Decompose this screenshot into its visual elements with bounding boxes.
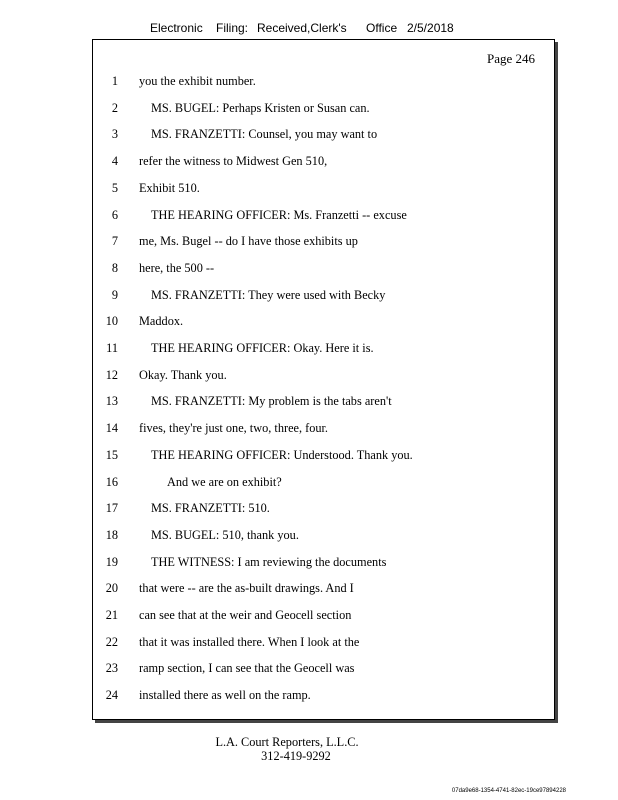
line-number: 16: [105, 474, 118, 489]
transcript-line: [93, 258, 554, 278]
line-text: MS. FRANZETTI: Counsel, you may want to: [151, 127, 378, 142]
filing-stamp-word-electronic: Electronic: [150, 21, 203, 35]
document-id: 07da9e68-1354-4741-82ec-19ce97894228: [451, 788, 566, 794]
line-number: 7: [111, 234, 118, 249]
line-number: 17: [105, 501, 118, 516]
line-number: 20: [105, 581, 118, 596]
line-number: 14: [105, 421, 118, 436]
transcript-line: [93, 578, 554, 598]
line-text: THE WITNESS: I am reviewing the documents: [151, 554, 387, 569]
line-number: 4: [111, 154, 118, 169]
line-number: 3: [111, 127, 118, 142]
line-number: 5: [111, 180, 118, 195]
line-text: Maddox.: [139, 314, 184, 329]
filing-stamp-word-received: Received,Clerk's: [257, 21, 347, 35]
line-text: MS. BUGEL: 510, thank you.: [151, 527, 299, 542]
transcript-line: [93, 605, 554, 625]
line-text: Okay. Thank you.: [139, 367, 227, 382]
transcript-page: [92, 39, 555, 720]
transcript-line: [93, 391, 554, 411]
line-text: THE HEARING OFFICER: Okay. Here it is.: [151, 341, 374, 355]
line-text: me, Ms. Bugel -- do I have those exhibits up: [139, 234, 358, 249]
line-text: THE HEARING OFFICER: Understood. Thank you.: [151, 447, 413, 462]
line-number: 9: [111, 287, 118, 302]
transcript-line: [93, 525, 554, 545]
line-text: MS. FRANZETTI: They were used with Becky: [151, 287, 386, 302]
transcript-line: [93, 685, 554, 705]
line-text: THE HEARING OFFICER: Ms. Franzetti -- excuse: [151, 207, 407, 222]
line-text: that it was installed there. When I look at the: [139, 634, 360, 649]
transcript-line: [93, 178, 554, 198]
line-text: fives, they're just one, two, three, four.: [139, 421, 329, 436]
line-text: installed there as well on the ramp.: [139, 688, 311, 703]
line-text: MS. FRANZETTI: 510.: [151, 501, 270, 516]
transcript-line: [93, 632, 554, 652]
line-number: 23: [105, 661, 118, 676]
transcript-line: [93, 552, 554, 572]
transcript-line: [93, 71, 554, 91]
line-number: 6: [111, 207, 118, 222]
transcript-line: [93, 338, 554, 358]
line-text: can see that at the weir and Geocell section: [139, 608, 352, 622]
court-reporter-phone: 312-419-9292: [261, 749, 331, 763]
line-number: 12: [105, 367, 118, 382]
line-number: 18: [105, 527, 118, 542]
line-number: 22: [105, 634, 118, 649]
line-number: 13: [105, 394, 118, 409]
transcript-line: [93, 418, 554, 438]
line-number: 21: [105, 608, 118, 622]
line-text: you the exhibit number.: [139, 74, 256, 88]
filing-stamp-word-office: Office: [366, 21, 398, 35]
court-reporter-name: L.A. Court Reporters, L.L.C.: [215, 735, 359, 749]
line-number: 10: [105, 314, 118, 329]
line-number: 24: [105, 688, 118, 703]
filing-stamp: [0, 20, 618, 36]
line-text: here, the 500 --: [139, 260, 215, 275]
transcript-line: [93, 205, 554, 225]
transcript-line: [93, 285, 554, 305]
transcript-line: [93, 658, 554, 678]
line-number: 1: [111, 74, 118, 88]
filing-stamp-date: 2/5/2018: [407, 21, 454, 35]
filing-stamp-word-filing: Filing:: [216, 21, 249, 35]
transcript-line: [93, 498, 554, 518]
line-text: MS. FRANZETTI: My problem is the tabs aren't: [151, 394, 392, 409]
line-text: that were -- are the as-built drawings. And I: [139, 581, 354, 596]
line-text: ramp section, I can see that the Geocell was: [139, 661, 355, 676]
line-number: 2: [111, 100, 118, 115]
transcript-line: [93, 98, 554, 118]
line-text: refer the witness to Midwest Gen 510,: [139, 154, 328, 169]
line-number: 8: [111, 260, 118, 275]
transcript-line: [93, 231, 554, 251]
line-number: 15: [105, 447, 118, 462]
transcript-line: [93, 151, 554, 171]
transcript-line: [93, 124, 554, 144]
transcript-line: [93, 445, 554, 465]
line-number: 11: [106, 341, 118, 355]
line-text: And we are on exhibit?: [167, 474, 282, 489]
transcript-line: [93, 311, 554, 331]
line-text: Exhibit 510.: [139, 180, 200, 195]
line-text: MS. BUGEL: Perhaps Kristen or Susan can.: [151, 100, 370, 115]
transcript-line: [93, 365, 554, 385]
page-number: Page 246: [486, 51, 535, 66]
transcript-line: [93, 472, 554, 492]
line-number: 19: [105, 554, 118, 569]
